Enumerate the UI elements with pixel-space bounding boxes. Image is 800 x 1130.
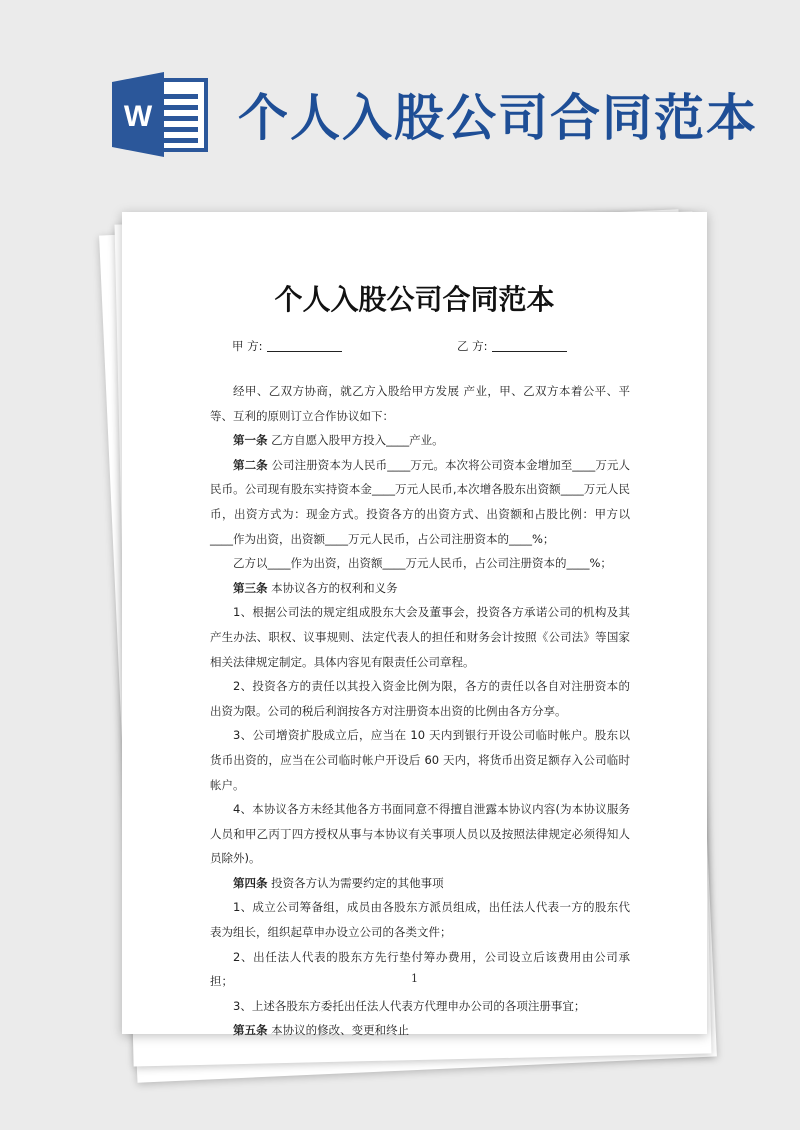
document-page	[122, 212, 707, 1038]
party-a-blank	[267, 351, 342, 352]
contract-body	[210, 379, 630, 1043]
paragraph: 1、根据公司法的规定组成股东大会及董事会，投资各方承诺公司的机构及其产生办法、职权、议事规则、法定代表人的担任和财务会计按照《公司法》等国家相关法律规定制定。具体内容见有限责任公司章程。	[210, 605, 630, 669]
banner	[0, 0, 800, 200]
party-b-label: 乙 方:	[457, 339, 488, 353]
party-a-label: 甲 方:	[232, 339, 263, 353]
party-b-blank	[492, 351, 567, 352]
party-a-field	[232, 338, 342, 354]
article-5: 第五条 本协议的修改、变更和终止	[233, 1023, 410, 1038]
paragraph: 3、上述各股东方委托出任法人代表方代理申办公司的各项注册事宜；	[233, 998, 586, 1013]
paragraph: 3、公司增资扩股成立后，应当在 10 天内到银行开设公司临时帐户。股东以货币出资的，应当在公司临时帐户开设后 60 天内，将货币出资足额存入公司临时帐户。	[210, 728, 630, 792]
paragraph: 乙方以____作为出资，出资额____万元人民币，占公司注册资本的____%；	[233, 556, 612, 571]
document-title: 个人入股公司合同范本	[274, 283, 555, 316]
paragraph: 4、本协议各方未经其他各方书面同意不得擅自泄露本协议内容(为本协议服务人员和甲乙丙丁四方授权从事与本协议有关事项人员以及按照法律规定必须得知人员除外)。	[210, 802, 630, 866]
paragraph: 2、投资各方的责任以其投入资金比例为限，各方的责任以各自对注册资本的出资为限。公司的税后利润按各方对注册资本出资的比例由各方分享。	[210, 679, 630, 718]
party-b-field	[457, 338, 567, 354]
article-2: 第二条 公司注册资本为人民币____万元。本次将公司资本金增加至____万元人民币。公司现有股东实持资本金____万元人民币,本次增各股东出资额____万元人民币，出资方式为：现金方式。投资各方的出资方式、出资额和占股比例：甲方以____作为出资，出资额____万元人民币，占公司注册资本的____%；	[210, 457, 631, 546]
banner-title: 个人入股公司合同范本	[238, 89, 758, 147]
paragraph: 经甲、乙双方协商，就乙方入股给甲方发展 产业，甲、乙双方本着公平、平等、互利的原则订立合作协议如下：	[210, 384, 630, 423]
word-document-icon	[112, 72, 212, 157]
paragraph: 1、成立公司筹备组，成员由各股东方派员组成，出任法人代表一方的股东代表为组长，组织起草申办设立公司的各类文件；	[210, 900, 630, 940]
article-1: 第一条 乙方自愿入股甲方投入____产业。	[233, 433, 444, 448]
article-4: 第四条 投资各方认为需要约定的其他事项	[233, 875, 444, 890]
paragraph: 2、出任法人代表的股东方先行垫付筹办费用，公司设立后该费用由公司承担；	[210, 949, 630, 989]
svg-text:W: W	[123, 100, 153, 133]
article-3: 第三条 本协议各方的权利和义务	[233, 580, 398, 595]
page-number: 1	[411, 972, 418, 985]
